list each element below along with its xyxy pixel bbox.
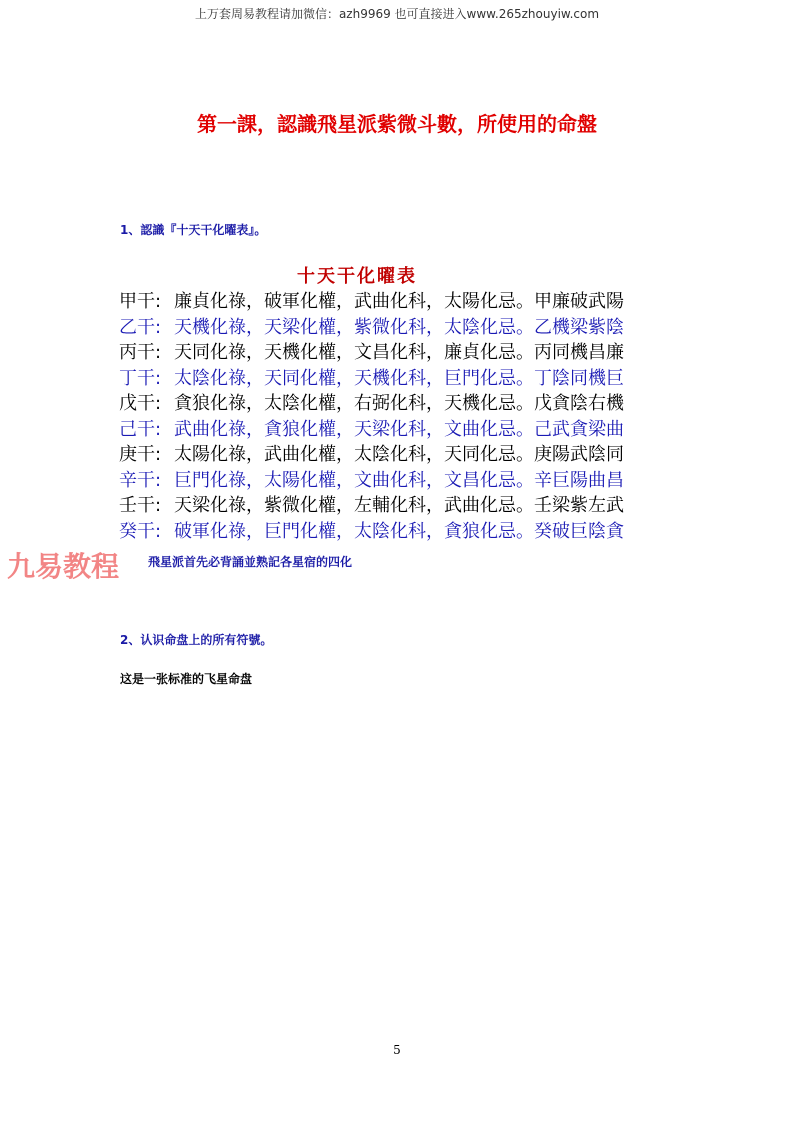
section-heading-1: 1、認識『十天干化曜表』。 bbox=[120, 223, 267, 237]
stem-label: 丁干: bbox=[119, 367, 162, 389]
table-title: 十天干化曜表 bbox=[297, 266, 417, 287]
row-items: 貪狼化祿，太陰化權，右弼化科，天機化忌。戊貪陰右機 bbox=[174, 393, 624, 414]
row-items: 天同化祿，天機化權，文昌化科，廉貞化忌。丙同機昌廉 bbox=[174, 342, 624, 363]
chart-intro-text: 这是一张标准的飞星命盘 bbox=[120, 672, 253, 686]
row-items: 破軍化祿，巨門化權，太陰化科，貪狼化忌。癸破巨陰貪 bbox=[174, 520, 624, 542]
stem-label: 壬干: bbox=[119, 495, 162, 516]
row-items: 太陽化祿，武曲化權，太陰化科，天同化忌。庚陽武陰同 bbox=[174, 444, 624, 465]
stem-label: 己干: bbox=[119, 418, 162, 440]
table-row bbox=[119, 519, 679, 545]
table-row bbox=[119, 417, 679, 443]
table-row bbox=[119, 366, 679, 392]
row-items: 太陰化祿，天同化權，天機化科，巨門化忌。丁陰同機巨 bbox=[174, 367, 624, 389]
section-heading-2: 2、认识命盘上的所有符號。 bbox=[120, 633, 273, 647]
stem-label: 乙干: bbox=[119, 316, 162, 338]
row-items: 天機化祿，天梁化權，紫微化科，太陰化忌。乙機梁紫陰 bbox=[174, 316, 624, 338]
page-title: 第一課，認識飛星派紫微斗數，所使用的命盤 bbox=[197, 112, 597, 136]
table-row bbox=[119, 468, 679, 494]
watermark-logo: 九易教程 bbox=[7, 550, 120, 583]
table-row bbox=[119, 391, 679, 417]
stem-label: 戊干: bbox=[119, 393, 162, 414]
table-row bbox=[119, 315, 679, 341]
page-number: 5 bbox=[393, 1043, 401, 1057]
row-items: 天梁化祿，紫微化權，左輔化科，武曲化忌。壬梁紫左武 bbox=[174, 495, 624, 516]
transformation-table bbox=[119, 289, 679, 544]
table-row bbox=[119, 289, 679, 315]
stem-label: 癸干: bbox=[119, 520, 162, 542]
stem-label: 甲干: bbox=[119, 291, 162, 312]
stem-label: 辛干: bbox=[119, 469, 162, 491]
row-items: 廉貞化祿，破軍化權，武曲化科，太陽化忌。甲廉破武陽 bbox=[174, 291, 624, 312]
table-row bbox=[119, 442, 679, 468]
stem-label: 庚干: bbox=[119, 444, 162, 465]
stem-label: 丙干: bbox=[119, 342, 162, 363]
header-note: 上万套周易教程请加微信：azh9969 也可直接进入www.265zhouyiw.com bbox=[194, 7, 600, 21]
table-row bbox=[119, 493, 679, 519]
memorize-note: 飛星派首先必背誦並熟記各星宿的四化 bbox=[148, 555, 353, 569]
row-items: 巨門化祿，太陽化權，文曲化科，文昌化忌。辛巨陽曲昌 bbox=[174, 469, 624, 491]
table-row bbox=[119, 340, 679, 366]
row-items: 武曲化祿，貪狼化權，天梁化科，文曲化忌。己武貪梁曲 bbox=[174, 418, 624, 440]
